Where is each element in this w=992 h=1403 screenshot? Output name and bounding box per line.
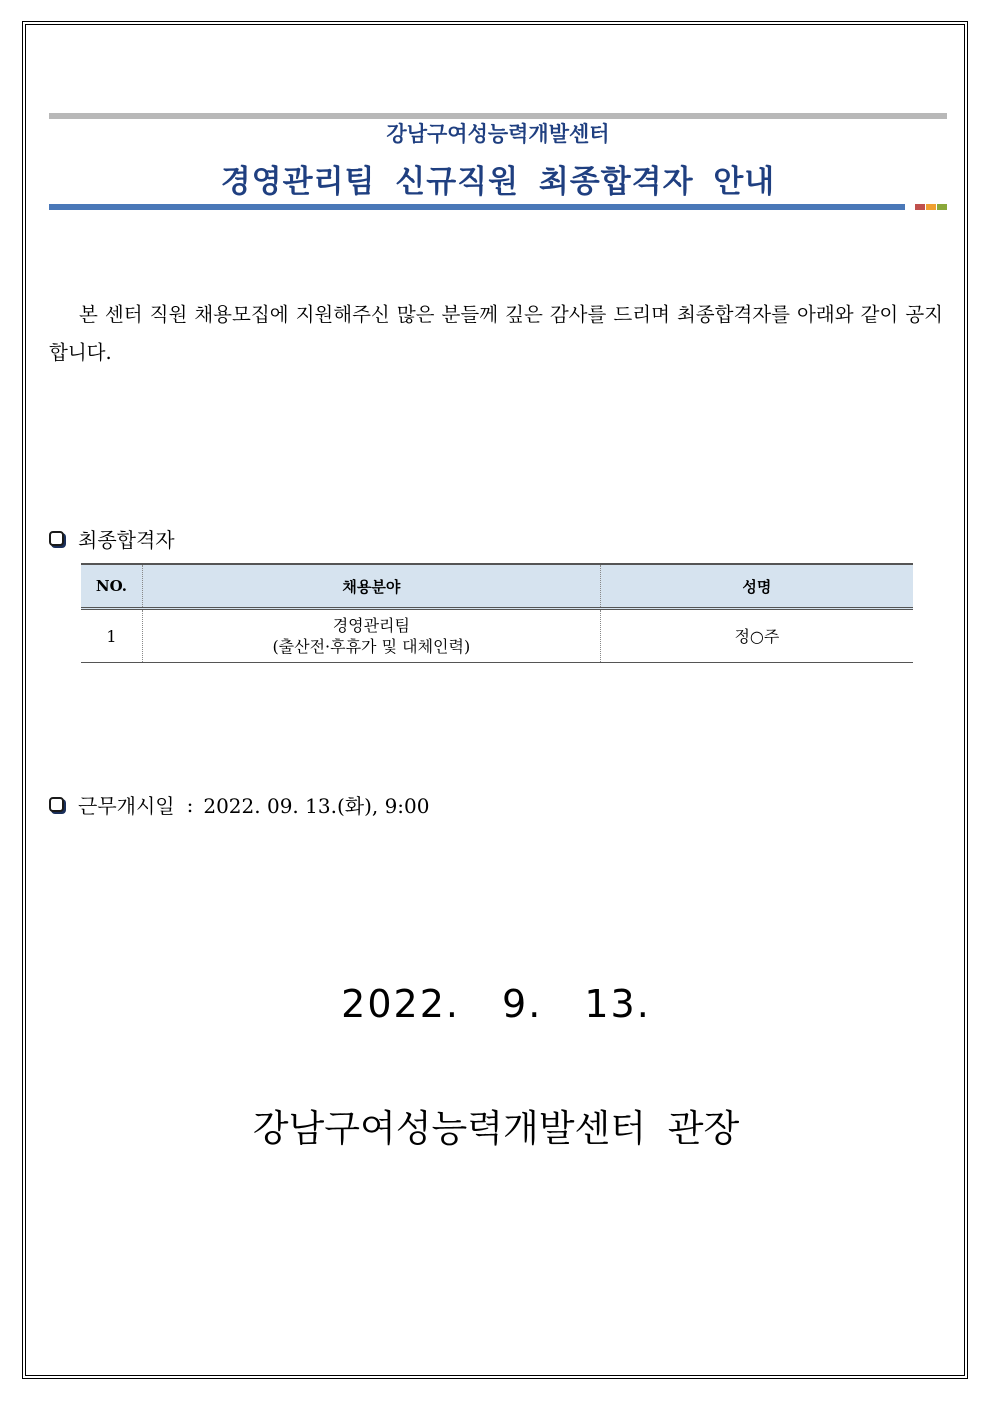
start-date-section [49, 790, 430, 819]
start-date-label: 근무개시일 [78, 794, 175, 818]
finalists-heading-text: 최종합격자 [78, 528, 175, 552]
cell-field [142, 609, 600, 663]
page-title: 경영관리팀 신규직원 최종합격자 안내 [220, 164, 776, 200]
signature: 강남구여성능력개발센터 관장 [252, 1107, 740, 1150]
table-row [81, 609, 913, 663]
column-header-no: NO. [81, 564, 142, 609]
cell-no: 1 [81, 609, 142, 663]
finalists-section-heading [49, 524, 175, 553]
page-border-inner [25, 24, 965, 1376]
table-header-row [81, 564, 913, 609]
start-date-value: 2022. 09. 13.(화), 9:00 [203, 794, 430, 818]
checkbox-icon [49, 531, 64, 546]
header-bottom-rule [49, 204, 905, 210]
column-header-name: 성명 [600, 564, 913, 609]
cell-field-line2: (출산전·후휴가 및 대체인력) [272, 637, 471, 656]
intro-paragraph [49, 296, 943, 372]
column-header-field: 채용분야 [142, 564, 600, 609]
accent-square-red [915, 204, 925, 210]
accent-square-orange [926, 204, 936, 210]
start-date-separator: : [186, 792, 194, 817]
intro-text: 본 센터 직원 채용모집에 지원해주신 많은 분들께 깊은 감사를 드리며 최종합격자를 아래와 같이 공지합니다. [49, 303, 943, 364]
accent-square-green [937, 204, 947, 210]
finalists-table [81, 563, 913, 663]
cell-field-line1: 경영관리팀 [332, 616, 410, 635]
document-date: 2022. 9. 13. [341, 982, 651, 1026]
cell-name: 정○주 [600, 609, 913, 663]
checkbox-icon [49, 797, 64, 812]
organization-name: 강남구여성능력개발센터 [386, 122, 610, 146]
